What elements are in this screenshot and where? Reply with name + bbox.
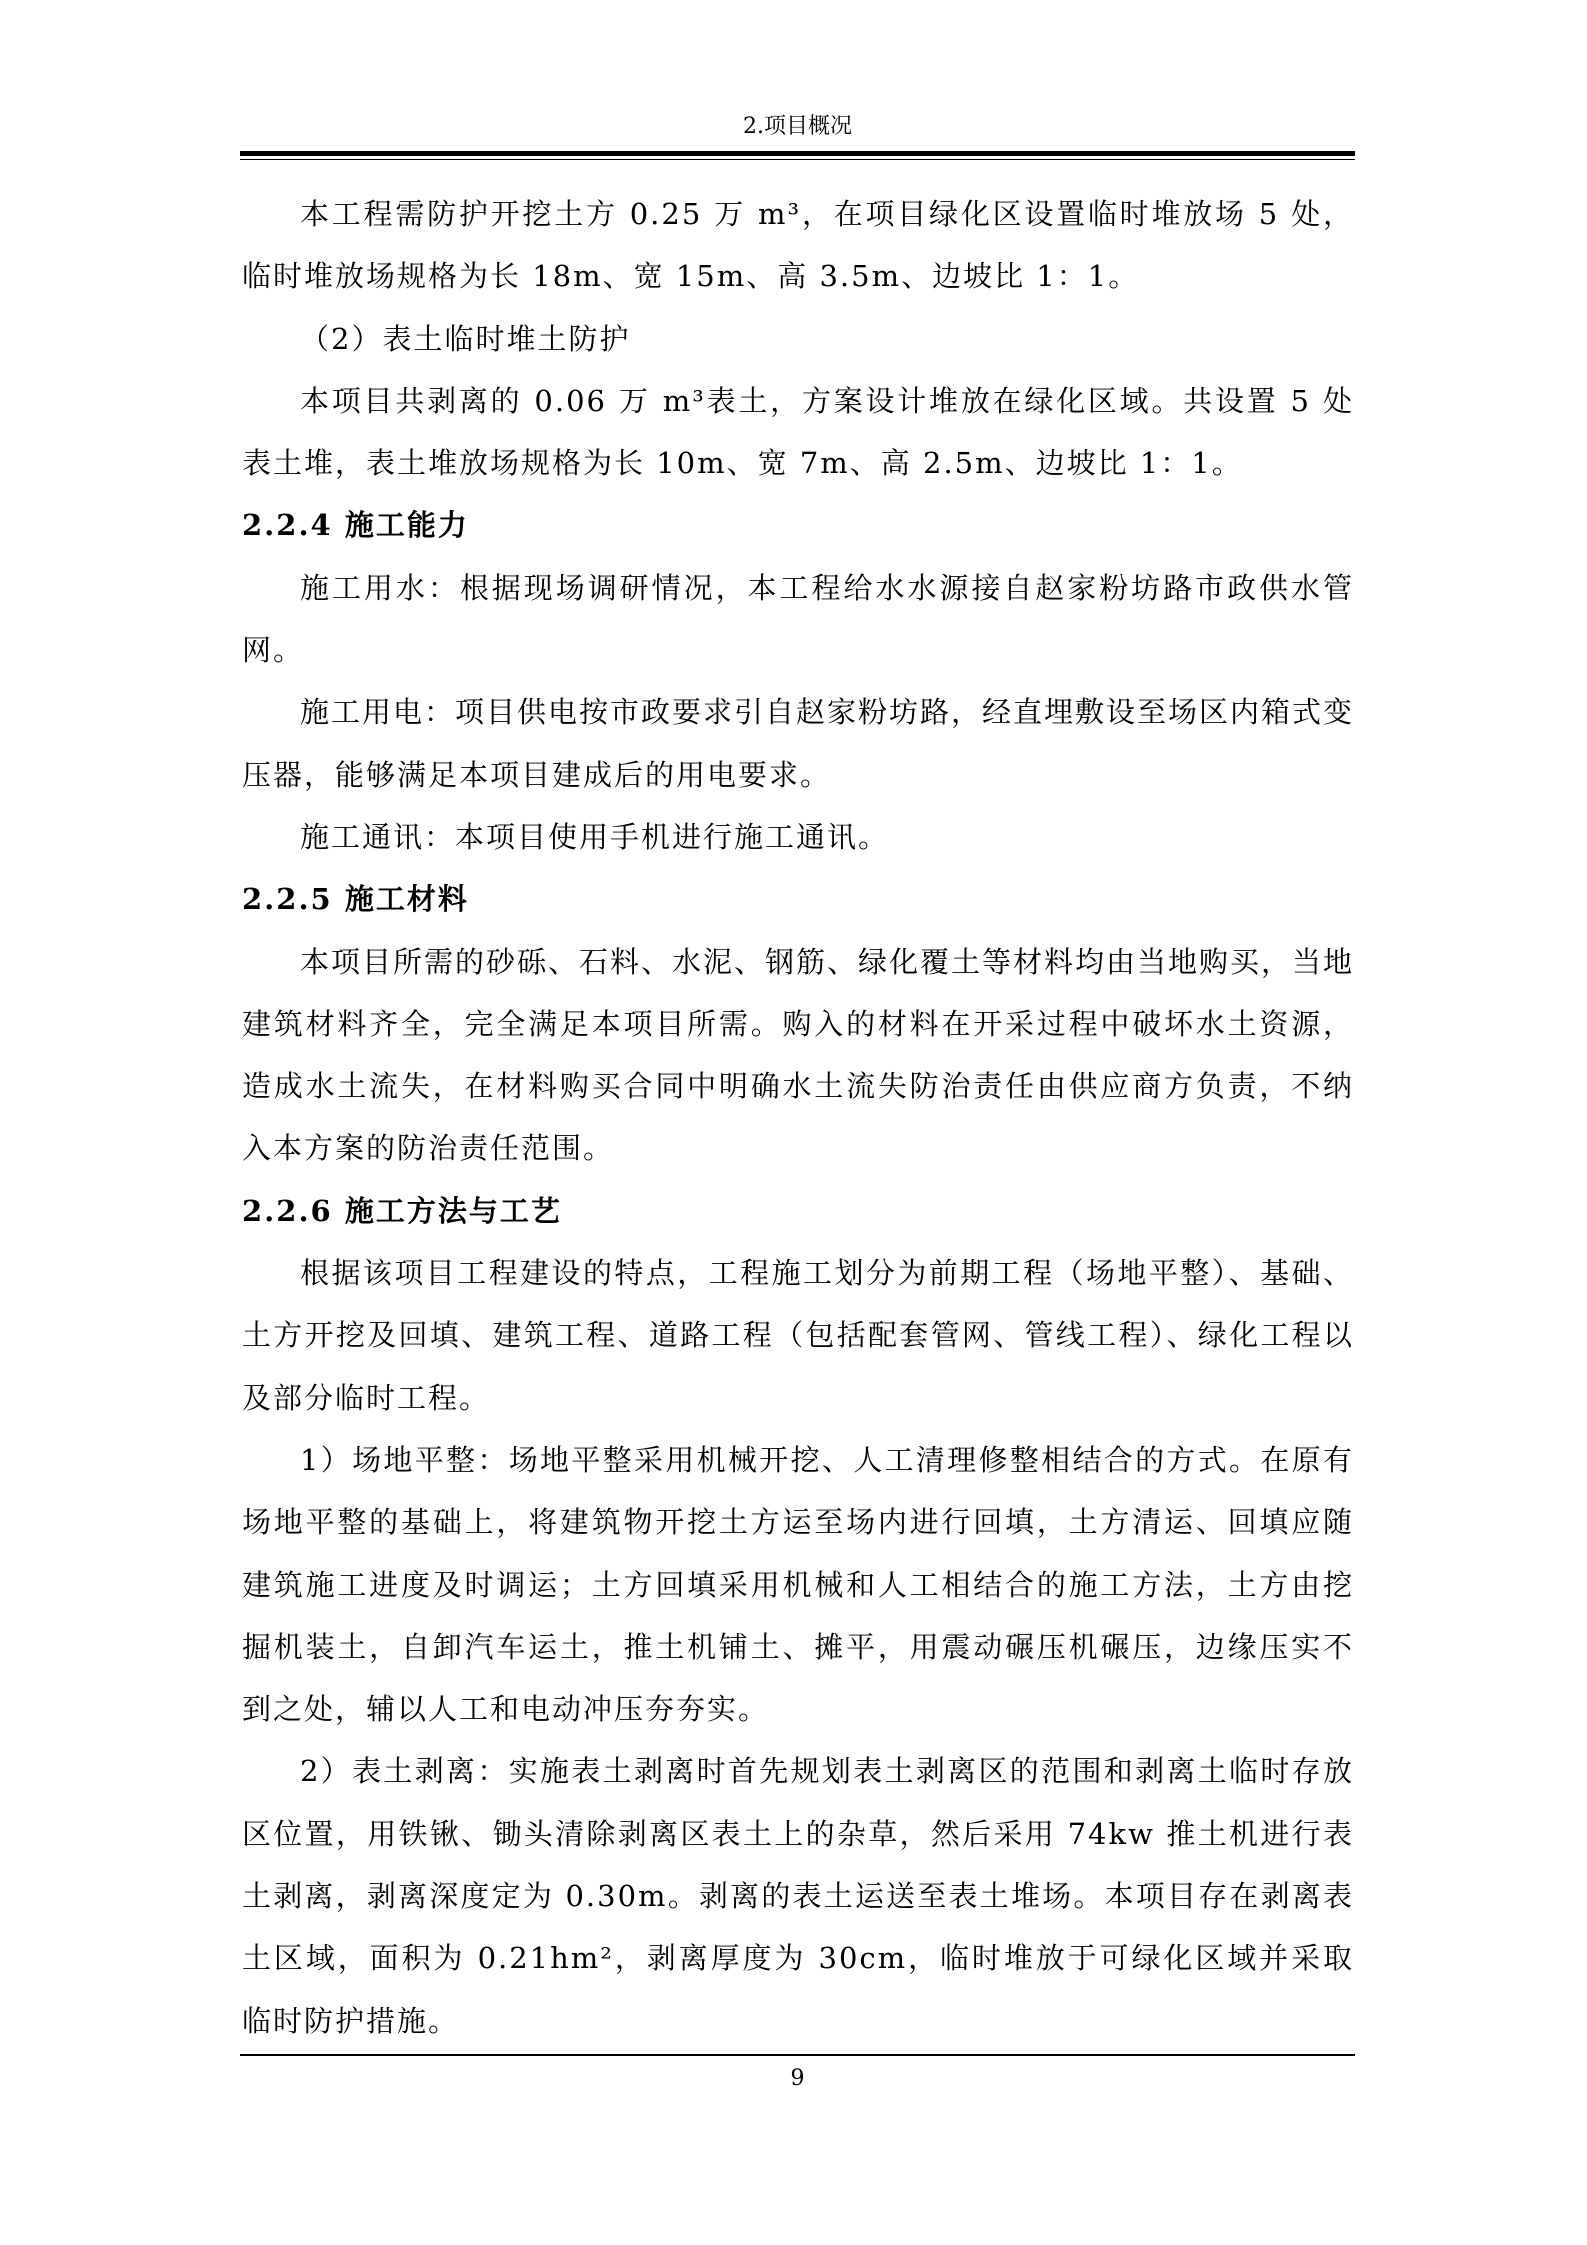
document-body — [242, 183, 1354, 2052]
page-header-title: 2.项目概况 — [743, 114, 852, 139]
paragraph: 施工用电：项目供电按市政要求引自赵家粉坊路，经直埋敷设至场区内箱式变压器，能够满足本项目建成后的用电要求。 — [242, 695, 1355, 792]
paragraph: 本工程需防护开挖土方 0.25 万 m³，在项目绿化区设置临时堆放场 5 处，临时堆放场规格为长 18m、宽 15m、高 3.5m、边坡比 1：1。 — [242, 197, 1354, 294]
paragraph: 2）表土剥离：实施表土剥离时首先规划表土剥离区的范围和剥离土临时存放区位置，用铁锹、锄头清除剥离区表土上的杂草，然后采用 74kw 推土机进行表土剥离，剥离深度定为 0.30m。剥离的表土运送至表土堆场。本项目存在剥离表土区域，面积为 0.21hm²，剥离厚度为 30cm，临时堆放于可绿化区域并采取临时防护措施。 — [242, 1754, 1354, 2038]
paragraph: 施工用水：根据现场调研情况，本工程给水水源接自赵家粉坊路市政供水管网。 — [242, 570, 1354, 668]
header-rule-thick — [240, 151, 1355, 156]
section-heading-2-2-6: 2.2.6 施工方法与工艺 — [242, 1193, 562, 1228]
header-rule-thin — [240, 159, 1355, 160]
paragraph: 施工通讯：本项目使用手机进行施工通讯。 — [300, 819, 890, 854]
section-heading-2-2-4: 2.2.4 施工能力 — [242, 508, 469, 543]
section-heading-2-2-5: 2.2.5 施工材料 — [242, 882, 469, 917]
paragraph: 1）场地平整：场地平整采用机械开挖、人工清理修整相结合的方式。在原有场地平整的基础上，将建筑物开挖土方运至场内进行回填，土方清运、回填应随建筑施工进度及时调运；土方回填采用机械和人工相结合的施工方法，土方由挖掘机装土，自卸汽车运土，推土机铺土、摊平，用震动碾压机碾压，边缘压实不到之处，辅以人工和电动冲压夯夯实。 — [242, 1442, 1354, 1727]
paragraph: 本项目所需的砂砾、石料、水泥、钢筋、绿化覆土等材料均由当地购买，当地建筑材料齐全，完全满足本项目所需。购入的材料在开采过程中破坏水土资源，造成水土流失，在材料购买合同中明确水土流失防治责任由供应商方负责，不纳入本方案的防治责任范围。 — [242, 944, 1355, 1166]
footer-rule — [240, 2054, 1355, 2056]
page-number: 9 — [790, 2066, 805, 2091]
paragraph: 根据该项目工程建设的特点，工程施工划分为前期工程（场地平整）、基础、土方开挖及回填、建筑工程、道路工程（包括配套管网、管线工程）、绿化工程以及部分临时工程。 — [242, 1256, 1354, 1415]
paragraph: 本项目共剥离的 0.06 万 m³表土，方案设计堆放在绿化区域。共设置 5 处表土堆，表土堆放场规格为长 10m、宽 7m、高 2.5m、边坡比 1：1。 — [242, 383, 1354, 481]
subheading: （2）表土临时堆土防护 — [300, 321, 631, 356]
